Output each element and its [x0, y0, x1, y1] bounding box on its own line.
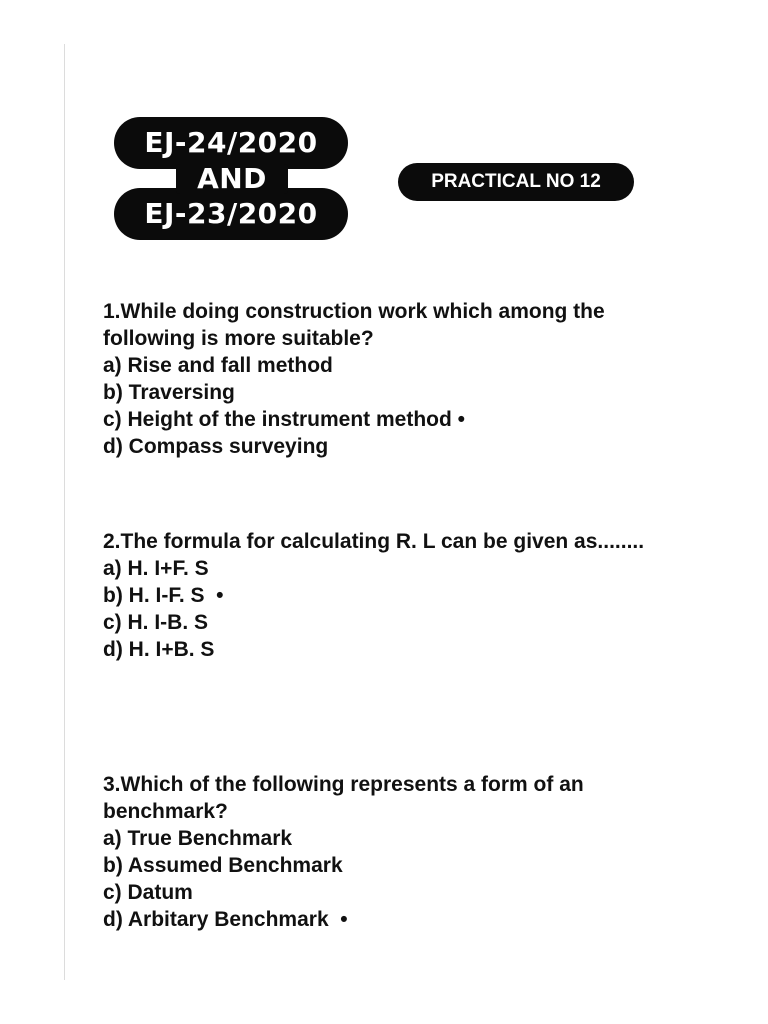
- option-c: c) Height of the instrument method •: [103, 408, 466, 431]
- option-c: c) H. I-B. S: [103, 611, 209, 634]
- option-a: a) True Benchmark: [103, 827, 293, 850]
- question-1: [103, 298, 683, 460]
- option-b: b) H. I-F. S •: [103, 584, 224, 607]
- option-d: d) Compass surveying: [103, 435, 329, 458]
- and-badge: AND: [176, 164, 288, 194]
- question-stem: 1.While doing construction work which among the following is more suitable?: [103, 300, 605, 350]
- option-d: d) H. I+B. S: [103, 638, 215, 661]
- question-stem: 2.The formula for calculating R. L can be given as........: [103, 530, 645, 553]
- option-a: a) H. I+F. S: [103, 557, 209, 580]
- code-bottom-badge: EJ-23/2020: [114, 188, 348, 240]
- question-3: [103, 771, 683, 933]
- option-c: c) Datum: [103, 881, 193, 904]
- practical-badge: PRACTICAL NO 12: [398, 163, 634, 201]
- option-a: a) Rise and fall method: [103, 354, 333, 377]
- option-d: d) Arbitary Benchmark •: [103, 908, 348, 931]
- question-stem: 3.Which of the following represents a form of an benchmark?: [103, 773, 584, 823]
- page-margin-line: [64, 44, 65, 980]
- question-2: [103, 528, 683, 663]
- option-b: b) Assumed Benchmark: [103, 854, 343, 877]
- code-top-badge: EJ-24/2020: [114, 117, 348, 169]
- option-b: b) Traversing: [103, 381, 235, 404]
